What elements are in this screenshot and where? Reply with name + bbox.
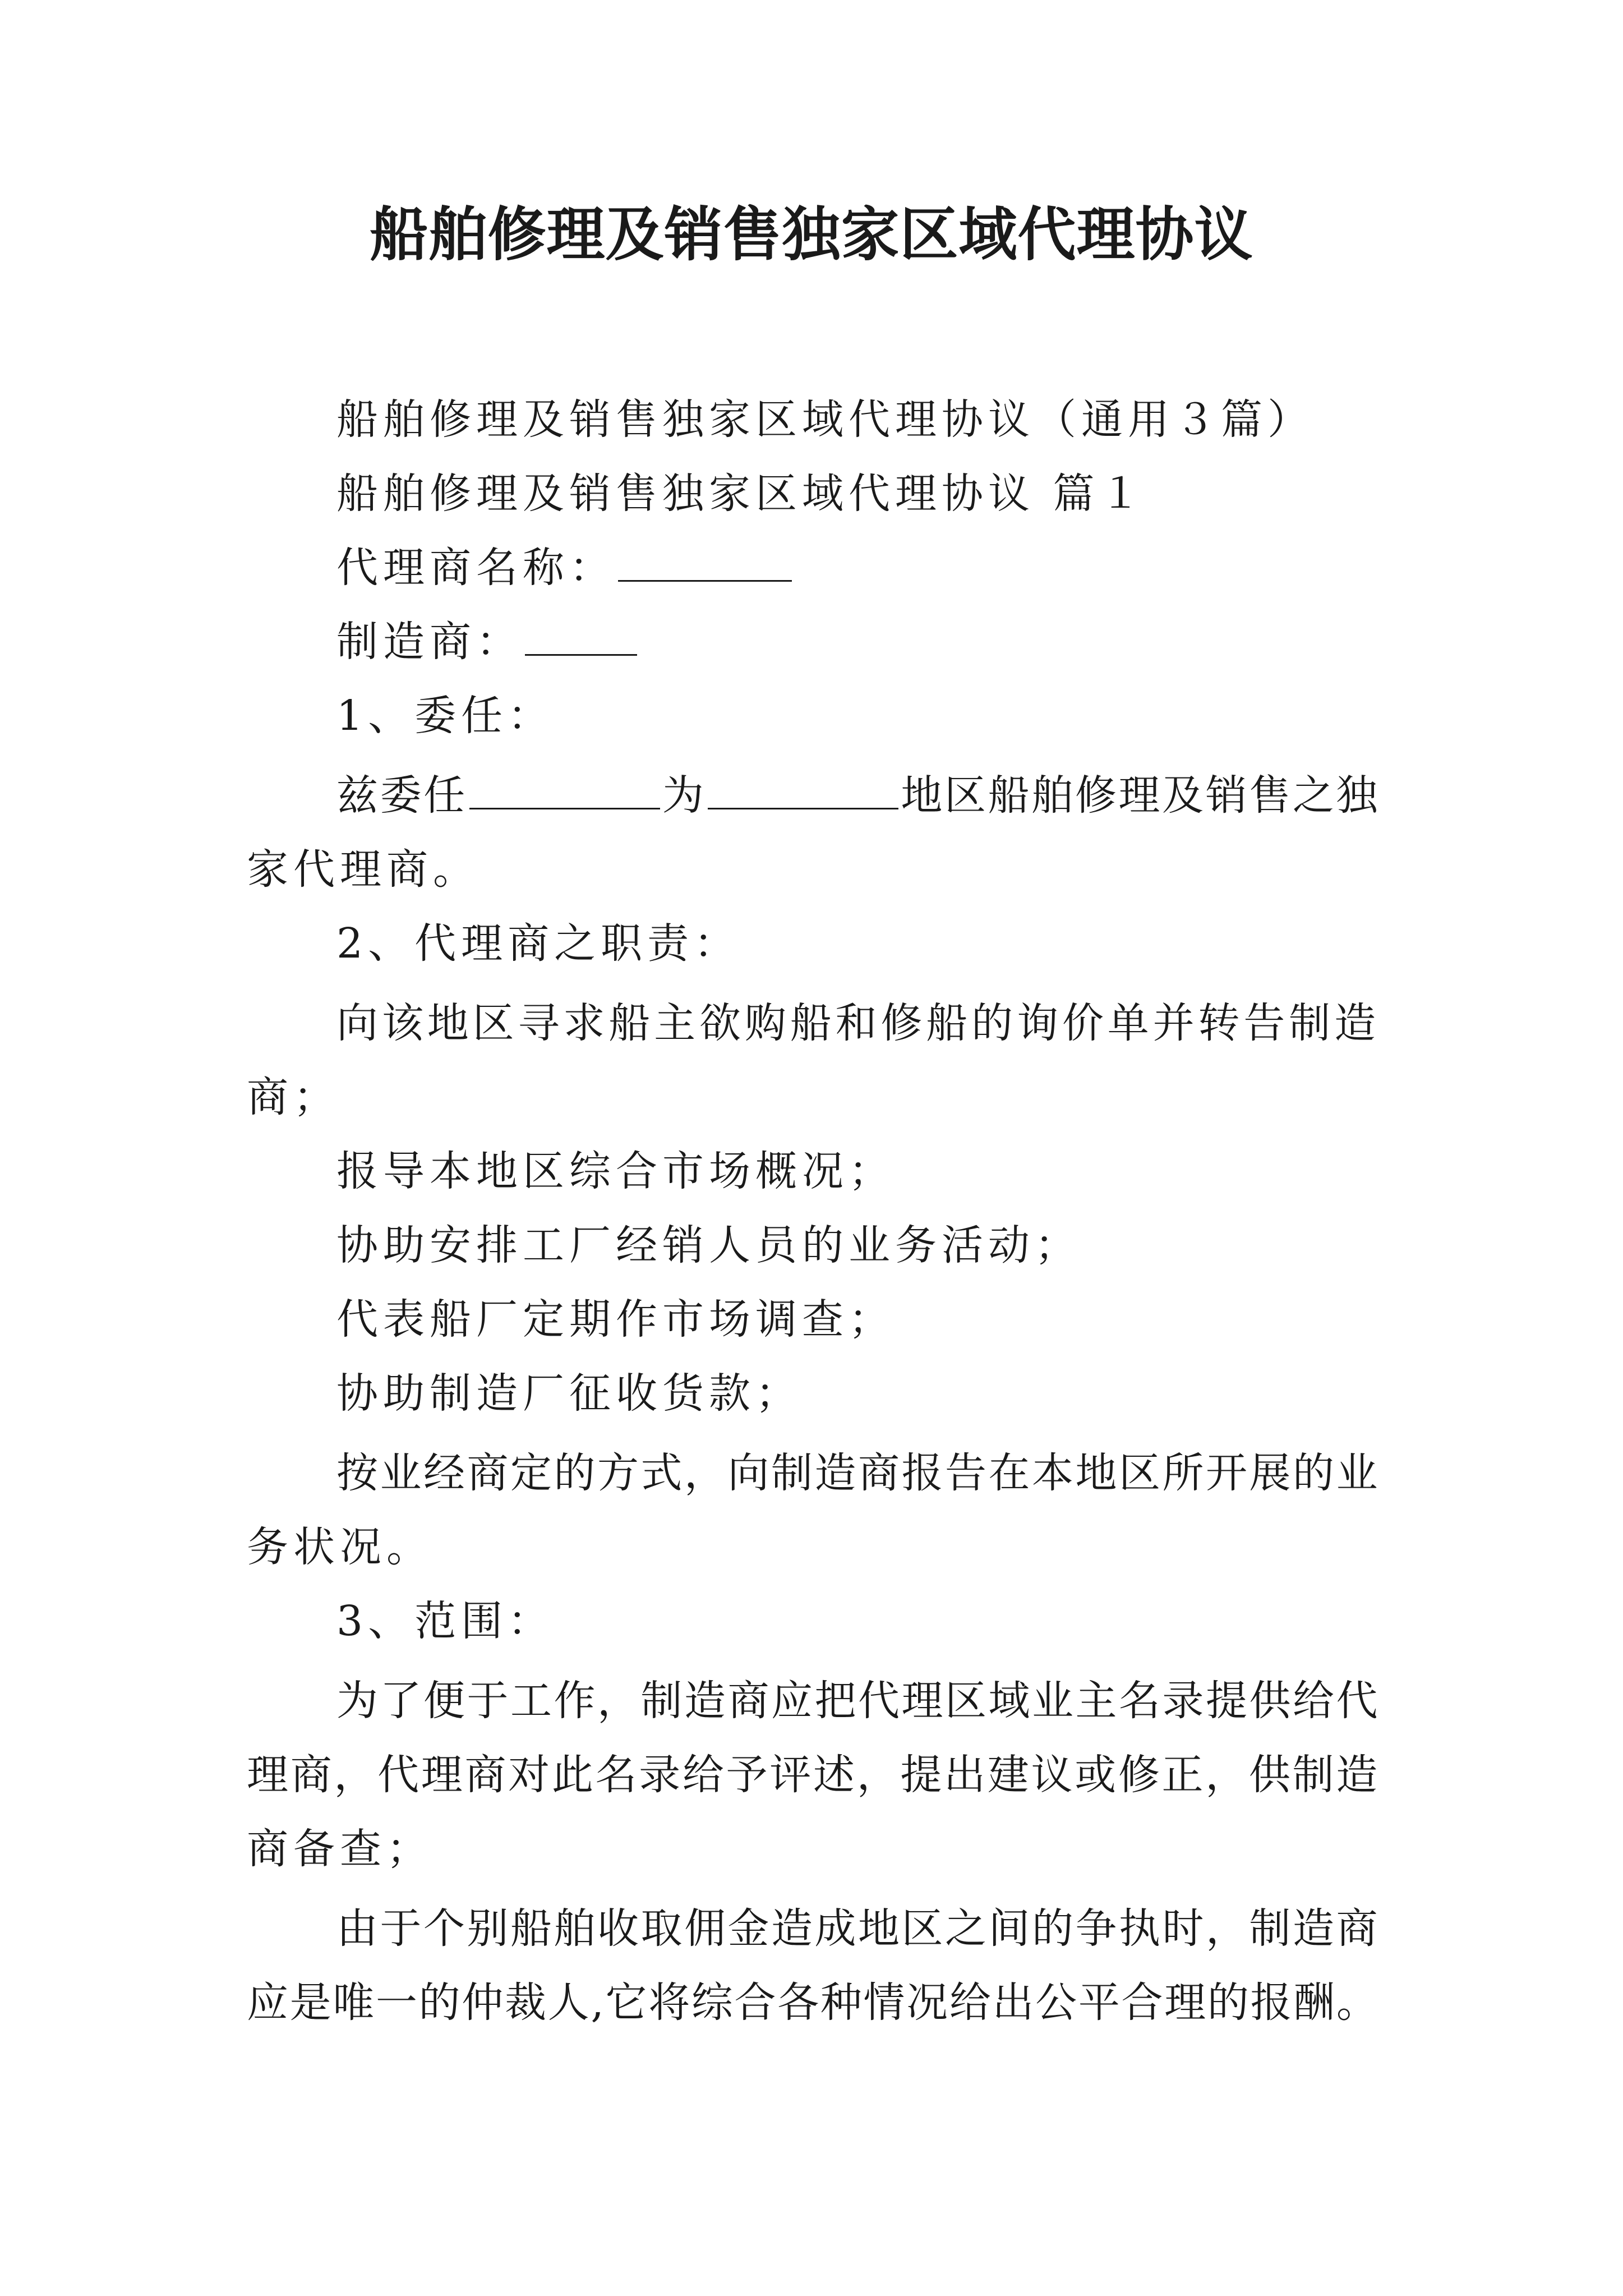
duty-item-6-continued: 务状况。 <box>247 1523 433 1571</box>
agent-name-blank <box>618 543 792 582</box>
scope-paragraph-1: 为了便于工作，制造商应把代理区域业主名录提供给代 <box>336 1677 1380 1725</box>
appoint-text-a: 兹委任 <box>336 771 467 820</box>
section-1-paragraph <box>336 769 1380 822</box>
section-1-paragraph-continued: 家代理商。 <box>247 845 479 894</box>
scope-paragraph-1-end: 商备查； <box>247 1825 433 1873</box>
manufacturer-blank <box>525 617 637 656</box>
duty-item-4: 代表船厂定期作市场调查； <box>336 1295 895 1343</box>
region-blank <box>708 771 898 809</box>
section-1-heading: 1、委任： <box>336 692 555 740</box>
appoint-text-c: 地区船舶修理及销售之独 <box>901 771 1380 820</box>
duty-item-3: 协助安排工厂经销人员的业务活动； <box>336 1221 1081 1269</box>
subtitle-all-parts: 船舶修理及销售独家区域代理协议（通用３篇） <box>336 395 1314 444</box>
section-3-heading: 3、范围： <box>336 1597 555 1645</box>
duty-item-6: 按业经商定的方式，向制造商报告在本地区所开展的业 <box>336 1449 1380 1497</box>
document-title: 船舶修理及销售独家区域代理协议 <box>370 200 1253 269</box>
scope-paragraph-1-continued: 理商，代理商对此名录给予评述，提出建议或修正，供制造 <box>247 1751 1380 1799</box>
duty-item-1-continued: 商； <box>247 1073 340 1121</box>
agent-name-row <box>336 541 794 595</box>
duty-item-2: 报导本地区综合市场概况； <box>336 1147 895 1195</box>
duty-item-1: 向该地区寻求船主欲购船和修船的询价单并转告制造 <box>336 999 1380 1047</box>
manufacturer-label: 制造商： <box>336 618 523 666</box>
agent-name-label: 代理商名称： <box>336 544 616 592</box>
section-2-heading: 2、代理商之职责： <box>336 919 741 968</box>
appoint-text-b: 为 <box>662 771 706 820</box>
subtitle-part-1: 船舶修理及销售独家区域代理协议 篇１ <box>336 470 1146 518</box>
scope-paragraph-2-continued: 应是唯一的仲裁人,它将综合各种情况给出公平合理的报酬。 <box>247 1978 1380 2027</box>
scope-paragraph-2: 由于个别船舶收取佣金造成地区之间的争执时，制造商 <box>336 1904 1380 1953</box>
duty-item-5: 协助制造厂征收货款； <box>336 1369 802 1418</box>
manufacturer-row <box>336 615 639 669</box>
appointee-blank <box>469 771 660 809</box>
